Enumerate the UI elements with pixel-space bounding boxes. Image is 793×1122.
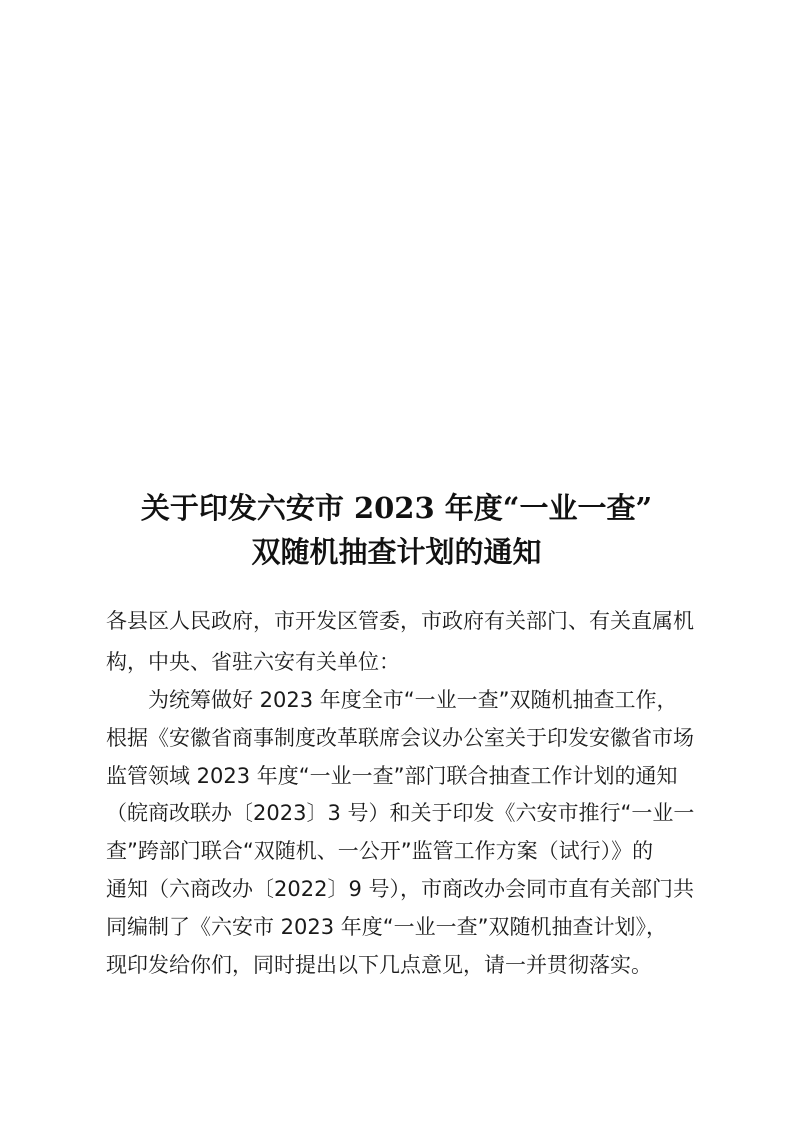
paragraph-line-4: （皖商改联办〔2023〕3 号）和关于印发《六安市推行“一业一 — [106, 801, 695, 825]
paragraph-line-2: 根据《安徽省商事制度改革联席会议办公室关于印发安徽省市场 — [106, 726, 694, 750]
salutation-line-2: 构，中央、省驻六安有关单位： — [106, 650, 400, 674]
paragraph-line-7: 同编制了《六安市 2023 年度“一业一查”双随机抽查计划》， — [106, 915, 668, 939]
document-title-line-1: 关于印发六安市 2023 年度“一业一查” — [140, 491, 653, 525]
paragraph-line-3: 监管领域 2023 年度“一业一查”部门联合抽查工作计划的通知 — [106, 764, 678, 788]
paragraph-line-5: 查”跨部门联合“双随机、一公开”监管工作方案（试行）》的 — [106, 839, 654, 863]
salutation-line-1: 各县区人民政府，市开发区管委，市政府有关部门、有关直属机 — [106, 609, 694, 633]
paragraph-line-8: 现印发给你们，同时提出以下几点意见，请一并贯彻落实。 — [106, 953, 652, 977]
paragraph-line-6: 通知（六商改办〔2022〕9 号），市商改办会同市直有关部门共 — [106, 877, 694, 901]
paragraph-line-1: 为统筹做好 2023 年度全市“一业一查”双随机抽查工作， — [148, 688, 678, 712]
document-title-line-2: 双随机抽查计划的通知 — [251, 535, 542, 569]
